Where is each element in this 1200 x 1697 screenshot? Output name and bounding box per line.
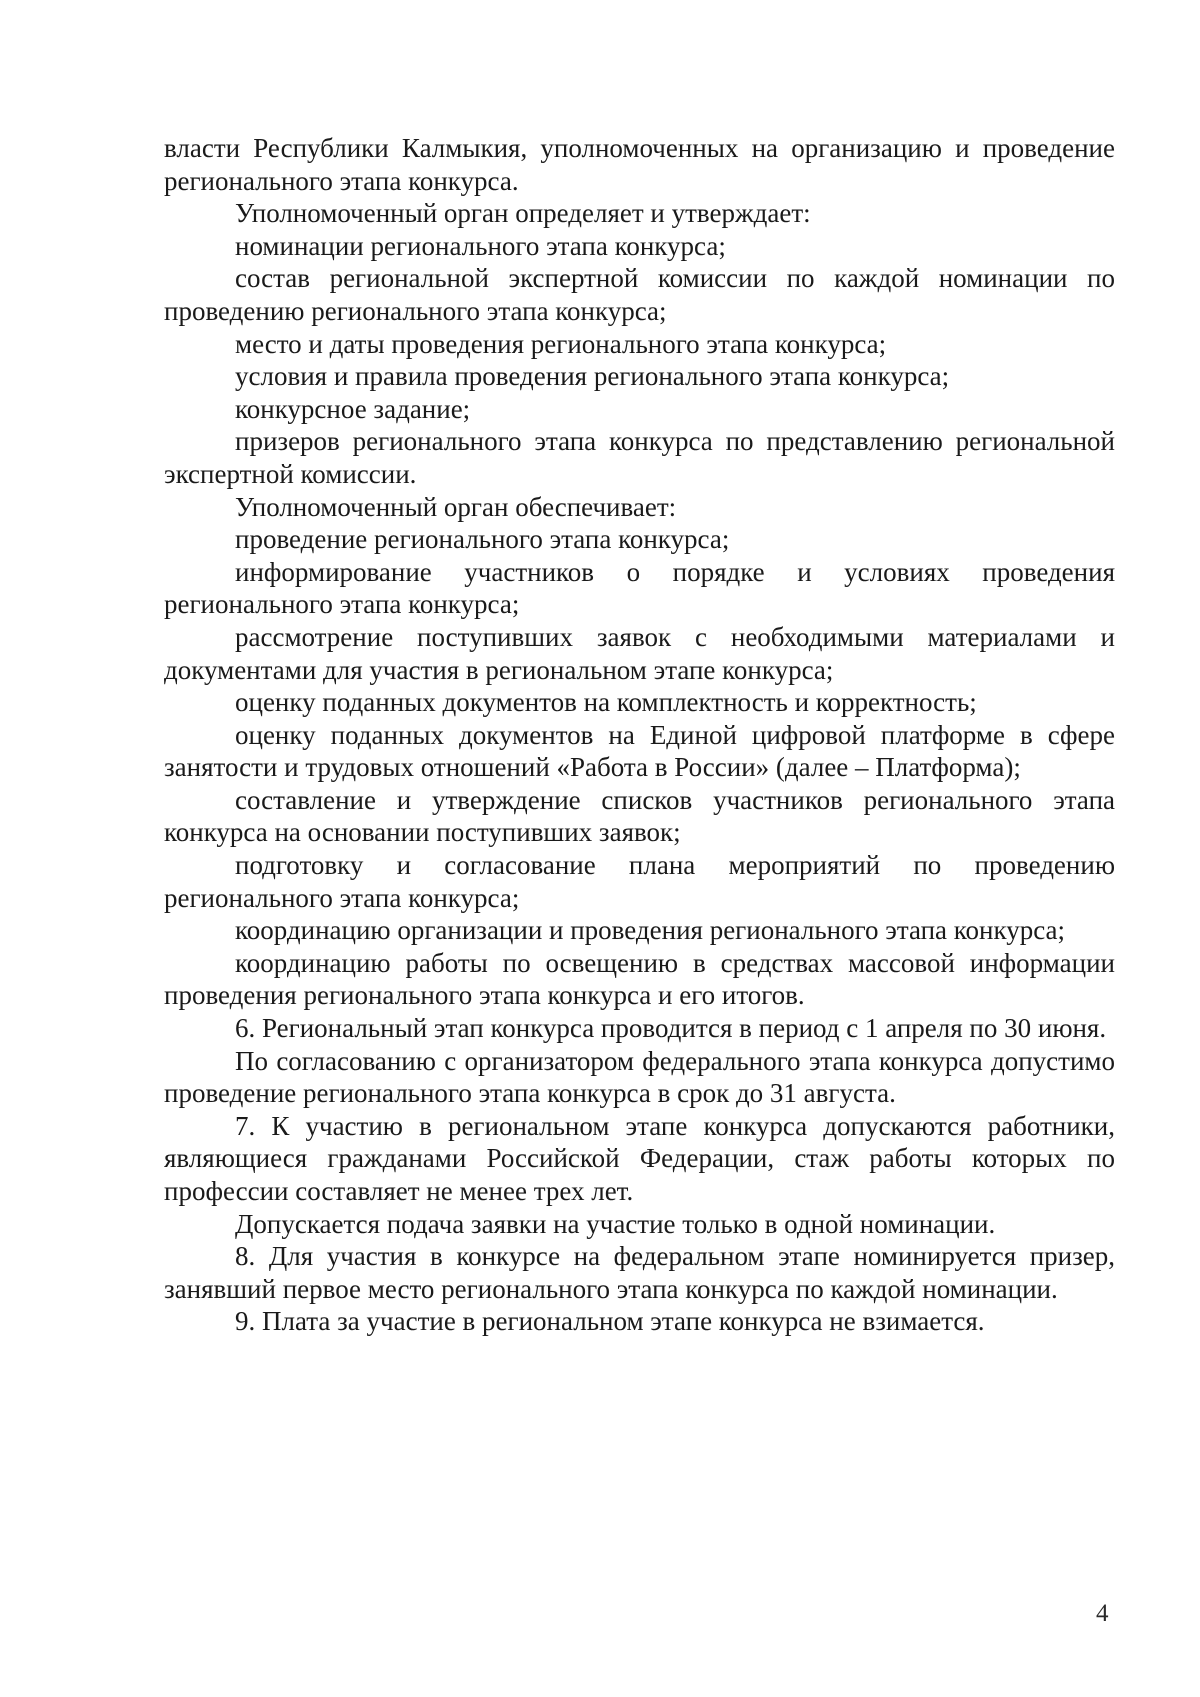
paragraph: По согласованию с организатором федерального этапа конкурса допустимо проведение регионального этапа конкурса в срок до 31 августа. <box>164 1045 1115 1109</box>
paragraph: состав региональной экспертной комиссии по каждой номинации по проведению регионального этапа конкурса; <box>164 263 1115 326</box>
paragraph: 7. К участию в региональном этапе конкурса допускаются работники, являющиеся гражданами Российской Федерации, стаж работы которых по профессии составляет не менее трех лет. <box>164 1110 1115 1206</box>
page-number: 4 <box>1096 1600 1109 1627</box>
paragraph: координацию работы по освещению в средствах массовой информации проведения регионального этапа конкурса и его итогов. <box>164 947 1115 1011</box>
paragraph: оценку поданных документов на комплектность и корректность; <box>235 687 977 718</box>
paragraph: власти Республики Калмыкия, уполномоченных на организацию и проведение регионального этапа конкурса. <box>164 133 1115 196</box>
paragraph: конкурсное задание; <box>235 393 471 424</box>
paragraph: проведение регионального этапа конкурса; <box>235 524 730 555</box>
paragraph: 8. Для участия в конкурсе на федеральном этапе номинируется призер, занявший первое место регионального этапа конкурса по каждой номинации. <box>164 1241 1115 1304</box>
paragraph: Уполномоченный орган обеспечивает: <box>235 491 677 522</box>
paragraph: условия и правила проведения регионального этапа конкурса; <box>235 361 950 392</box>
paragraph: Допускается подача заявки на участие только в одной номинации. <box>235 1208 996 1239</box>
paragraph: Уполномоченный орган определяет и утверждает: <box>235 198 811 229</box>
paragraph: призеров регионального этапа конкурса по представлению региональной экспертной комиссии. <box>164 426 1115 489</box>
document-body <box>164 132 1115 1338</box>
paragraph: место и даты проведения регионального этапа конкурса; <box>235 328 887 359</box>
paragraph: координацию организации и проведения регионального этапа конкурса; <box>235 915 1066 946</box>
paragraph: 9. Плата за участие в региональном этапе конкурса не взимается. <box>235 1306 985 1337</box>
paragraph: информирование участников о порядке и условиях проведения регионального этапа конкурса; <box>164 556 1115 620</box>
paragraph: подготовку и согласование плана мероприятий по проведению регионального этапа конкурса; <box>164 850 1115 913</box>
paragraph: рассмотрение поступивших заявок с необходимыми материалами и документами для участия в региональном этапе конкурса; <box>164 621 1115 685</box>
paragraph: 6. Региональный этап конкурса проводится в период с 1 апреля по 30 июня. <box>235 1013 1107 1044</box>
paragraph: номинации регионального этапа конкурса; <box>235 230 726 261</box>
paragraph: составление и утверждение списков участников регионального этапа конкурса на основании поступивших заявок; <box>164 784 1115 848</box>
paragraph: оценку поданных документов на Единой цифровой платформе в сфере занятости и трудовых отношений «Работа в России» (далее – Платформа); <box>164 719 1115 783</box>
